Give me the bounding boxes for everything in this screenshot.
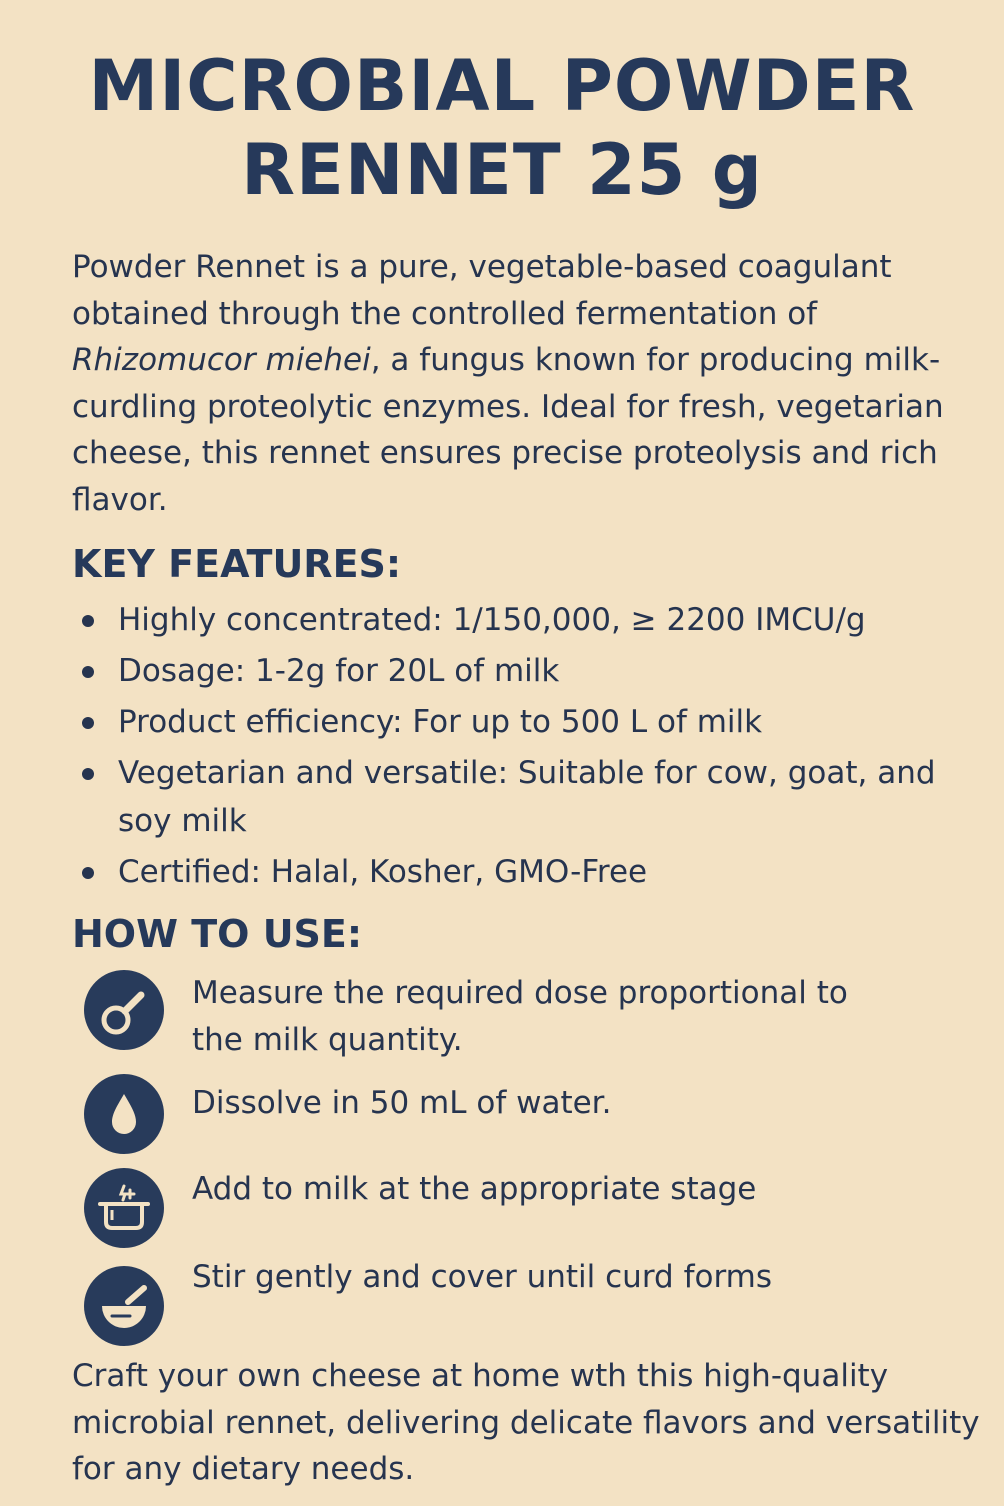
title-line-1: MICROBIAL POWDER xyxy=(88,45,916,127)
measuring-spoon-icon xyxy=(84,970,164,1050)
intro-text-start: Powder Rennet is a pure, vegetable-based coagulant obtained through the controlled fermentation of xyxy=(72,249,892,332)
list-item xyxy=(72,647,972,695)
step-text: Add to milk at the appropriate stage xyxy=(192,1171,757,1207)
intro-paragraph xyxy=(72,244,972,523)
key-features-list xyxy=(72,596,972,899)
feature-text: Product efficiency: For up to 500 L of milk xyxy=(118,704,763,740)
water-drop-icon xyxy=(84,1074,164,1154)
how-to-use-heading: HOW TO USE: xyxy=(72,912,363,956)
intro-text-end: , a fungus known for producing milk-curdling proteolytic enzymes. Ideal for fresh, vegetarian cheese, this rennet ensures precise proteolysis and rich flavor. xyxy=(72,342,944,518)
feature-text: Vegetarian and versatile: Suitable for cow, goat, and soy milk xyxy=(118,755,936,839)
feature-text: Certified: Halal, Kosher, GMO-Free xyxy=(118,854,648,890)
bullet-icon xyxy=(82,867,94,879)
milk-pot-icon xyxy=(84,1168,164,1248)
list-item xyxy=(72,749,948,845)
closing-paragraph: Craft your own cheese at home wth this high-quality microbial rennet, delivering delicate flavors and versatility for any dietary needs. xyxy=(72,1358,980,1487)
bullet-icon xyxy=(82,768,94,780)
bowl-stir-icon xyxy=(84,1266,164,1346)
step-text: Stir gently and cover until curd forms xyxy=(192,1259,772,1295)
bullet-icon xyxy=(82,666,94,678)
bullet-icon xyxy=(82,717,94,729)
list-item xyxy=(72,848,972,896)
bullet-icon xyxy=(82,615,94,627)
title-line-2: RENNET 25 g xyxy=(241,129,763,211)
step-text: Dissolve in 50 mL of water. xyxy=(192,1085,612,1121)
list-item xyxy=(72,596,972,644)
list-item xyxy=(72,698,972,746)
feature-text: Highly concentrated: 1/150,000, ≥ 2200 IMCU/g xyxy=(118,602,866,638)
page-title xyxy=(0,44,1004,212)
feature-text: Dosage: 1-2g for 20L of milk xyxy=(118,653,560,689)
step-text: Measure the required dose proportional to the milk quantity. xyxy=(192,975,848,1058)
key-features-heading: KEY FEATURES: xyxy=(72,542,402,586)
intro-species-name: Rhizomucor miehei xyxy=(72,342,371,378)
